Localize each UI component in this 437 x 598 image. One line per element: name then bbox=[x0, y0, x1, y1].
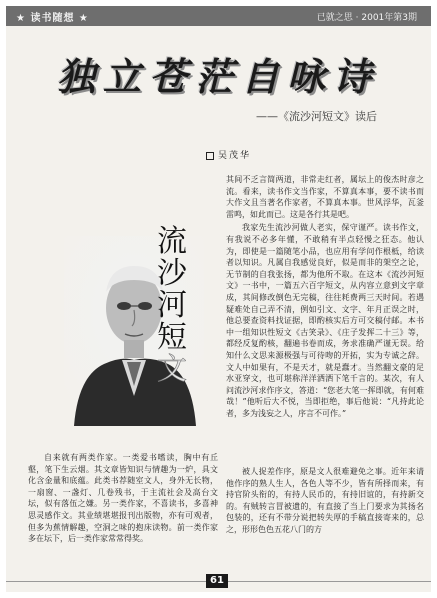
paragraph: 被人捉差作序，原是文人很难避免之事。近年来请他作序的熟人生人，各色人等不少，皆有所择而来，有持官阶头衔的，有持人民币的，有持旧谊的，有持新交的。有贼转言冒被遗的，有直接了当上门要求为其扬名包装的，还有不带分说把转失厚的手稿直接寄来的，总之，形形色色五花八门的方 bbox=[226, 467, 424, 534]
author-line bbox=[206, 148, 251, 161]
paragraph: 其间不乏言简两道，非常走红者，属坛上的俊杰时彦之流。看来，读书作文当作家，不算真本事，要不读书而大作文且当著名作家者，不算真本事。世风浮华，瓦釜雷鸣，如此而已。这是各行其是吧。 bbox=[226, 175, 424, 219]
paragraph: 我家先生流沙河做人老实，保守谨严。读书作文，有我说不必多年懂，不敢稍有半点轻慢之狂态。他认为，即使是一篇随笔小品，也应用有学问作根柢，给读者以知识。凡属自我感觉良好，似是而非的架空之论，无节制的自我张扬，都为他所不取。在这本《流沙河短文》一书中，一篇五六百字短文，从内容立意到文字章成，其间修改倒色无完稿，往往耗费两三天时间。若遇疑难处自己弄不清，例如引文、文字、年月正误之时，他总要查资料找证据，即酌核实后方可交稿付邮。本书中一组知识性短文《古笑录》、《庄子发挥二十三》等，都经反复酌核，翻遍书卷而成，务求准确严谨无误。给知什么文思来源极强与可待吻的开拓，实为专诚之辞。文人中如果有，不是天才，就是蠢才。当然翻文豪的足水亚穿文，也可堪称洋洋洒洒下笔千言的。某次，有人问流沙河求作序文，答道：“您老大笔一挥即就，有何难哉！”他听后大不悦，当即拒绝，事后他说：“凡持此论者，多为浅妄之人，序言不可作。” bbox=[226, 223, 424, 418]
column-name: ★ 读书随想 ★ bbox=[16, 13, 89, 24]
title-char: 苍 bbox=[148, 55, 187, 99]
title-char: 咏 bbox=[286, 55, 325, 99]
header-band bbox=[6, 6, 431, 26]
title-char: 立 bbox=[102, 55, 141, 99]
title-char: 自 bbox=[240, 55, 279, 99]
right-column-text bbox=[226, 174, 424, 421]
magazine-page bbox=[6, 6, 431, 592]
title-char: 诗 bbox=[332, 55, 371, 99]
vertical-title-char: 沙 bbox=[157, 256, 187, 291]
vertical-title-char: 短 bbox=[157, 320, 187, 355]
author-name: 吴茂华 bbox=[218, 151, 252, 161]
title-char: 独 bbox=[56, 55, 95, 99]
vertical-title-char: 流 bbox=[157, 224, 187, 259]
article-subtitle: ——《流沙河短文》读后 bbox=[256, 110, 377, 123]
article-title bbox=[56, 52, 386, 108]
vertical-book-title bbox=[142, 226, 202, 386]
vertical-title-char: 河 bbox=[157, 288, 187, 323]
author-marker-icon bbox=[206, 152, 214, 160]
issue-info: 已就之思 · 2001年第3期 bbox=[316, 13, 417, 23]
page-number: 61 bbox=[206, 574, 228, 588]
title-char: 茫 bbox=[194, 55, 233, 99]
paragraph: 自来就有两类作家。一类爱书嗜读，胸中有丘壑，笔下生云烟。其文章皆知识与情趣为一炉，具文化含金量和底蕴。此类书荐随室文人，身外无长物，一扇窗、一盏灯、几卷残书，于主流社会及高台文坛，似有落伍之嫌。另一类作家，不喜读书，多喜神思灵感作文。其业绩堪堪报刊出版物，亦有可观者，但多为蕉情解趣，空洞之味的抱床读物。前一类作家多在坛下，后一类作家常常得奖。 bbox=[28, 453, 218, 544]
right-column-bottom-text bbox=[226, 466, 424, 536]
left-column-text bbox=[28, 452, 218, 545]
vertical-title-char: 文 bbox=[157, 352, 187, 387]
